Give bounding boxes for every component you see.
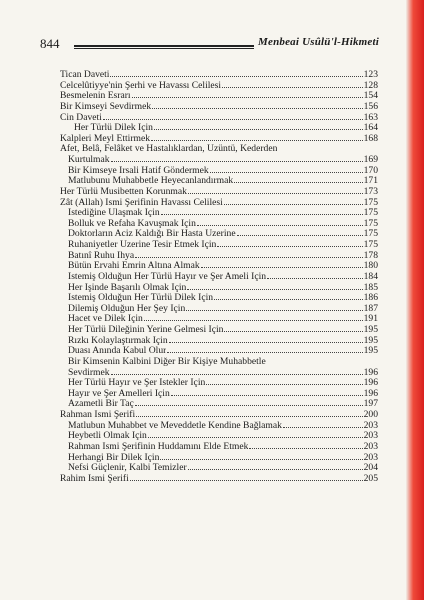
toc-entry-title: Bir Kimseye İrsali Hatif Göndermek [68,165,209,176]
toc-entry [60,399,378,410]
toc-entry-title: Sevdirmek [68,367,110,378]
toc-entry-title: Kalpleri Meyl Ettirmek [60,133,151,144]
toc-entry [60,442,378,453]
dot-leader [171,395,363,396]
toc-entry-page: 195 [363,334,378,346]
toc-entry [60,176,378,187]
toc-entry [60,166,378,177]
dot-leader [234,182,362,183]
toc-entry [60,378,378,389]
dot-leader [187,289,362,290]
toc-entry [60,91,378,102]
toc-entry-title: Her İşinde Başarılı Olmak İçin [68,282,187,293]
dot-leader [201,267,363,268]
toc-entry-title: Azametli Bir Taç [68,399,134,410]
toc-entry [60,431,378,442]
header-rule-thin [74,48,254,49]
toc-entry-title: Hayır ve Şer Amelleri İçin [68,388,170,399]
toc-entry-page: 156 [363,100,378,112]
book-red-edge [406,0,424,600]
toc-entry-page: 175 [363,228,378,240]
dot-leader [130,480,363,481]
toc-entry-title: Her Türlü Dileğinin Yerine Gelmesi İçin [68,325,224,335]
dot-leader [148,437,363,438]
toc-entry-title: Bir Kimsenin Kalbini Diğer Bir Kişiye Muhabbetle [68,356,266,367]
dot-leader [169,342,363,343]
toc-entry-page: 180 [363,260,378,272]
toc-entry-title: Hacet ve Dilek İçin [68,314,143,325]
toc-entry [60,113,378,124]
toc-entry [60,346,378,357]
toc-entry-title: Bütün Ervahi Emrin Altına Almak [68,261,200,272]
toc-entry [60,102,378,113]
dot-leader [197,225,363,226]
toc-entry-page: 203 [363,430,378,442]
dot-leader [161,214,363,215]
dot-leader [188,193,363,194]
dot-leader [151,140,363,141]
dot-leader [283,427,363,428]
toc-entry-page: 164 [363,122,378,134]
toc-entry-title: İstediğine Ulaşmak İçin [68,208,160,219]
toc-entry-page: 175 [363,207,378,219]
toc-entry-page: 169 [363,154,378,165]
toc-entry-title: Her Türlü Musibetten Korunmak [60,186,187,197]
toc-entry [60,155,378,166]
toc-entry-title: Batınî Ruhu İhya [68,250,135,261]
dot-leader [135,405,363,406]
dot-leader [154,129,363,130]
toc-entry-page: 187 [363,302,378,314]
toc-entry-title: Ruhaniyetler Üzerine Tesir Etmek İçin [68,240,217,250]
toc-entry-title: Duası Anında Kabul Olur [68,346,167,357]
running-title: Menbeai Usûlü'l-Hikmeti [258,36,380,48]
toc-entry-title: Nefsi Güçlenir, Kalbi Temizler [68,463,187,474]
dot-leader [111,161,363,162]
toc-entry-page: 173 [363,185,378,197]
toc-entry [60,251,378,262]
toc-entry [60,293,378,304]
dot-leader [267,278,363,279]
toc-entry [60,272,378,283]
toc-entry-page: 204 [363,462,378,474]
dot-leader [206,384,362,385]
toc-entry-page: 175 [363,196,378,208]
toc-entry [60,219,378,230]
toc-entry-title: Tican Daveti [60,70,110,80]
dot-leader [217,246,362,247]
toc-entry-page: 128 [363,79,378,91]
toc-entry [60,336,378,347]
toc-entry [60,198,378,209]
toc-entry-page: 191 [363,313,378,325]
toc-entry-page: 197 [363,398,378,410]
toc-entry [60,70,378,81]
toc-entry-page: 171 [363,175,378,187]
toc-entry [60,463,378,474]
toc-entry-title: Rahman İsmi Şerifi [60,410,136,420]
toc-entry [60,357,378,368]
toc-entry-page: 196 [363,366,378,378]
dot-leader [135,257,363,258]
toc-entry-page: 203 [363,451,378,463]
dot-leader [111,374,363,375]
toc-entry-page: 178 [363,249,378,261]
toc-entry [60,421,378,432]
page-number: 844 [40,36,60,51]
toc-entry-title: Zât (Allah) İsmi Şerifinin Havassı Celilesi [60,197,223,208]
toc-entry [60,474,378,485]
toc-entry [60,134,378,145]
toc-entry [60,453,378,464]
toc-entry [60,81,378,92]
toc-entry-page: 175 [363,239,378,250]
table-of-contents [60,70,378,484]
toc-entry-title: Rahman İsmi Şerifinin Huddamını Elde Etmek [68,441,249,452]
toc-entry [60,304,378,315]
dot-leader [152,108,362,109]
toc-entry [60,410,378,421]
dot-leader [167,352,362,353]
toc-entry-title: Bir Kimseyi Sevdirmek [60,101,152,112]
toc-entry-title: Rahim İsmi Şerifi [60,473,129,484]
toc-entry [60,314,378,325]
toc-entry [60,187,378,198]
toc-entry [60,144,378,155]
toc-entry-page: 195 [363,324,378,335]
toc-entry-title: İstemiş Olduğun Her Türlü Dilek İçin [68,293,214,304]
dot-leader [224,331,362,332]
toc-entry [60,389,378,400]
toc-entry-page: 168 [363,132,378,144]
toc-entry [60,261,378,272]
toc-entry-page: 196 [363,377,378,389]
dot-leader [249,448,362,449]
toc-entry-title: Kurtulmak [68,155,110,165]
toc-entry-title: Dilemiş Olduğun Her Şey İçin [68,303,186,314]
toc-entry [60,229,378,240]
dot-leader [210,172,363,173]
toc-entry-title: Besmelenin Esrarı [60,91,131,102]
toc-entry [60,208,378,219]
toc-entry [60,123,378,134]
header-rule [74,45,254,47]
toc-entry-page: 154 [363,90,378,102]
toc-entry-page: 205 [363,472,378,484]
dot-leader [160,459,362,460]
dot-leader [224,204,363,205]
toc-entry-title: Her Türlü Hayır ve Şer İstekler İçin [68,378,206,389]
toc-entry-page: 163 [363,111,378,123]
toc-entry [60,325,378,336]
dot-leader [103,119,363,120]
toc-entry-page: 185 [363,281,378,293]
toc-entry-title: Celcelûtiyye'nin Şerhi ve Havassı Celilesi [60,80,222,91]
toc-entry-title: Herhangi Bir Dilek İçin [68,452,160,463]
toc-entry-title: Afet, Belâ, Felâket ve Hastalıklardan, Üzüntü, Kederden [60,144,278,155]
toc-entry-title: Matlubun Muhabbet ve Meveddetle Kendine Bağlamak [68,420,282,431]
toc-entry-title: İstemiş Olduğun Her Türlü Hayır ve Şer Ameli İçin [68,271,267,282]
dot-leader [136,416,362,417]
toc-entry [60,368,378,379]
toc-entry-title: Heybetli Olmak İçin [68,431,147,442]
toc-entry-page: 203 [363,419,378,431]
toc-entry-page: 203 [363,440,378,452]
toc-entry-page: 196 [363,387,378,399]
dot-leader [214,299,363,300]
toc-entry-title: Her Türlü Dilek İçin [74,123,153,134]
toc-entry [60,283,378,294]
toc-entry-page: 123 [363,69,378,80]
toc-entry-title: Doktorların Aciz Kaldığı Bir Hasta Üzerine [68,229,236,240]
toc-entry-title: Rızkı Kolaylaştırmak İçin [68,335,168,346]
dot-leader [188,469,363,470]
toc-entry-page: 184 [363,270,378,282]
toc-entry-page: 170 [363,164,378,176]
toc-entry-page: 175 [363,217,378,229]
dot-leader [132,97,363,98]
toc-entry-title: Matlubunu Muhabbetle Heyecanlandırmak [68,176,234,187]
dot-leader [237,235,363,236]
toc-entry [60,240,378,251]
toc-entry-page: 200 [363,409,378,420]
dot-leader [144,320,363,321]
toc-entry-title: Cin Daveti [60,112,102,123]
dot-leader [110,76,362,77]
toc-entry-page: 186 [363,292,378,304]
dot-leader [222,87,363,88]
toc-entry-title: Bolluk ve Refaha Kavuşmak İçin [68,218,196,229]
toc-entry-page: 195 [363,345,378,357]
dot-leader [186,310,362,311]
